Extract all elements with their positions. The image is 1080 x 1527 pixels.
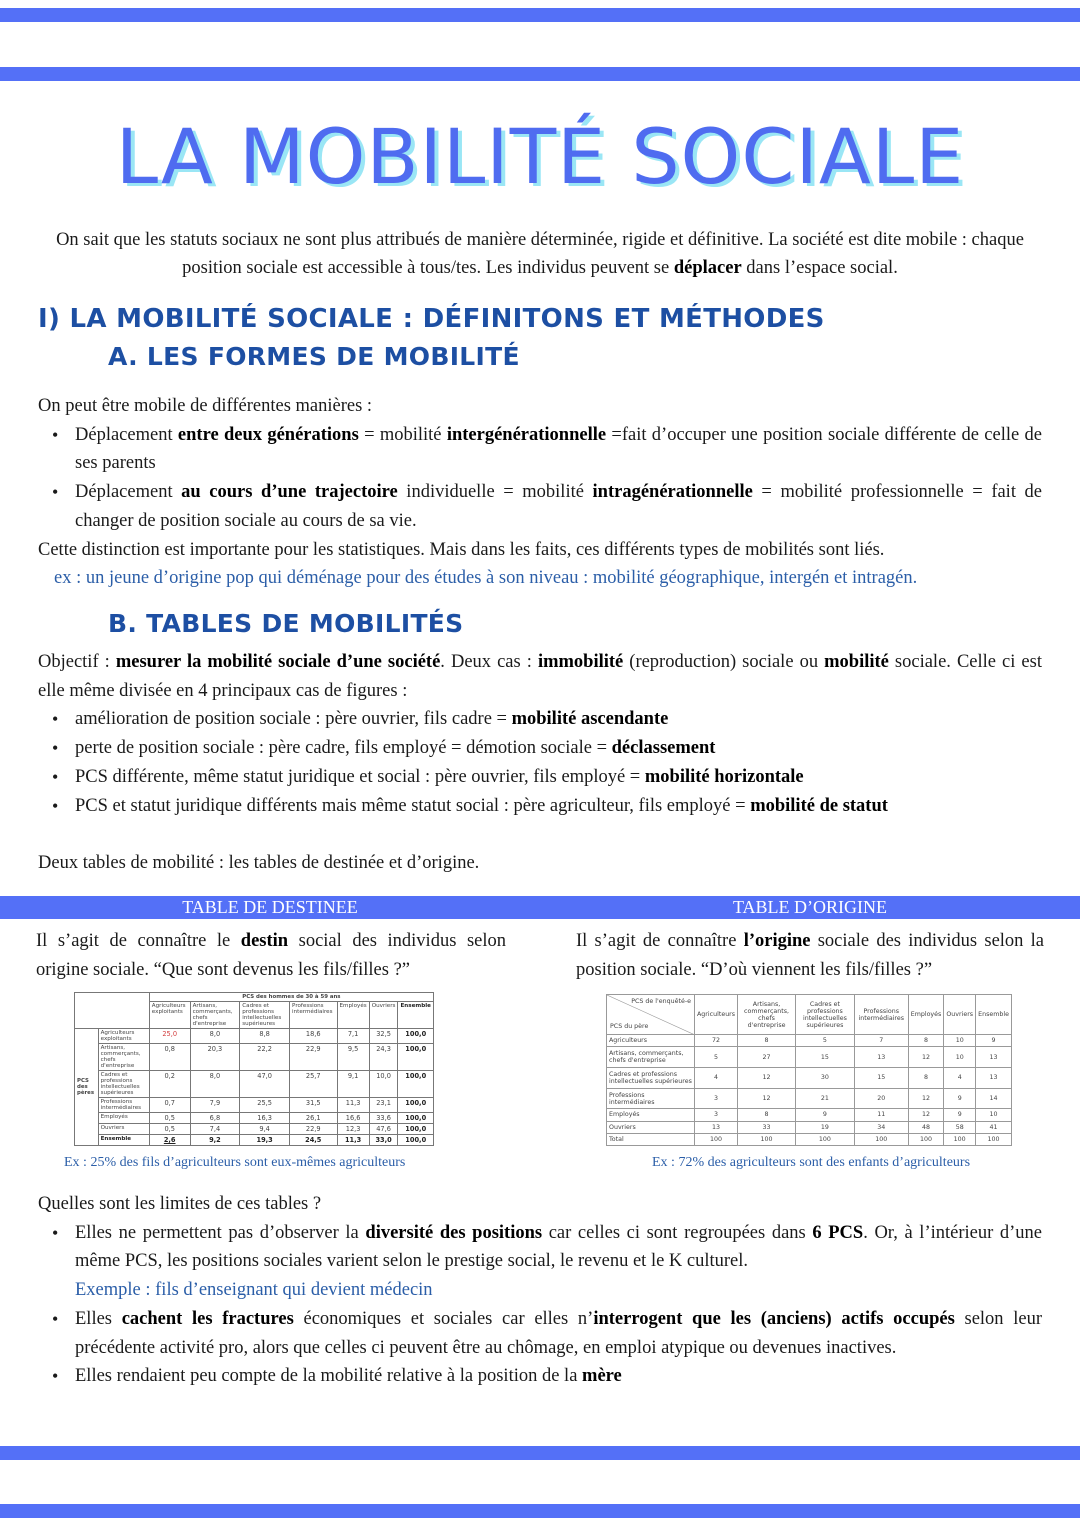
list-item: • Déplacement entre deux générations = mobilité intergénérationnelle =fait d’occuper une position sociale différente de celle de ses parents bbox=[38, 421, 1042, 478]
table-header-bar bbox=[0, 896, 1080, 919]
destinee-example: Ex : 25% des fils d’agriculteurs sont eux-mêmes agriculteurs bbox=[64, 1155, 406, 1170]
limits-block bbox=[38, 1190, 1042, 1391]
table-row: PCS des pères Agriculteurs exploitants 25,0 8,0 8,8 18,6 7,1 32,5 100,0 bbox=[75, 1029, 434, 1044]
page-title: LA MOBILITÉ SOCIALE bbox=[115, 112, 965, 201]
table-row: Ouvriers 0,5 7,4 9,4 22,9 12,3 47,6 100,0 bbox=[75, 1124, 434, 1135]
objective-text: Objectif : mesurer la mobilité sociale d’une société. Deux cas : immobilité (reproduction) sociale ou mobilité sociale. Celle ci est elle même divisée en 4 principaux cas de figures : bbox=[38, 652, 1042, 701]
forms-of-mobility-block bbox=[38, 392, 1042, 593]
limits-question: Quelles sont les limites de ces tables ? bbox=[38, 1194, 322, 1214]
mobility-tables-block bbox=[38, 648, 1042, 878]
forms-list bbox=[38, 421, 1042, 536]
limits-list bbox=[38, 1219, 1042, 1391]
subsection-heading-b: B. TABLES DE MOBILITÉS bbox=[108, 609, 464, 638]
list-item: • Déplacement au cours d’une trajectoire individuelle = mobilité intragénérationnelle = mobilité professionnelle = fait de changer de position sociale au cours de sa vie. bbox=[38, 478, 1042, 535]
destinee-bar-label: TABLE DE DESTINEE bbox=[182, 897, 358, 917]
origine-bar-label: TABLE D’ORIGINE bbox=[732, 897, 888, 917]
example-text: ex : un jeune d’origine pop qui déménage pour des études à son niveau : mobilité géographique, intergén et intragén. bbox=[54, 568, 918, 589]
section-heading-1: I) LA MOBILITÉ SOCIALE : DÉFINITONS ET MÉTHODES bbox=[38, 304, 825, 334]
distinction-note: Cette distinction est importante pour les statistiques. Mais dans les faits, ces différents types de mobilités sont liés. bbox=[38, 539, 885, 560]
two-tables-text: Deux tables de mobilité : les tables de destinée et d’origine. bbox=[38, 852, 480, 873]
table-header-row: PCS de l'enquêté-e PCS du père Agriculteurs Artisans, commerçants, chefs d'entreprise Cadres et professions intellectuelles supérieures Professions intermédiaires Employés Ouvriers Ensemble bbox=[607, 995, 1012, 1035]
destinee-description: Il s’agit de connaître le destin social des individus selon origine sociale. “Que sont devenus les fils/filles ?” bbox=[36, 931, 506, 980]
table-row: Employés 0,5 6,8 16,3 26,1 16,6 33,6 100,0 bbox=[75, 1113, 434, 1124]
bottom-band bbox=[0, 1446, 1080, 1460]
bottom-band-2 bbox=[0, 1504, 1080, 1518]
table-caption: PCS des hommes de 30 à 59 ans bbox=[149, 993, 433, 1002]
table-row: Professions intermédiaires 0,7 7,9 25,5 31,5 11,3 23,1 100,0 bbox=[75, 1098, 434, 1113]
table-row: Ouvriers 13 33 19 34 48 58 41 bbox=[607, 1121, 1012, 1133]
origine-example: Ex : 72% des agriculteurs sont des enfants d’agriculteurs bbox=[652, 1155, 971, 1170]
list-item: • PCS différente, même statut juridique et social : père ouvrier, fils employé = mobilité horizontale bbox=[38, 763, 1042, 792]
origine-description: Il s’agit de connaître l’origine sociale des individus selon la position sociale. “D’où viennent les fils/filles ?” bbox=[576, 931, 1045, 980]
top-band-2 bbox=[0, 67, 1080, 81]
table-row: Artisans, commerçants, chefs d'entreprise 5 27 15 13 12 10 13 bbox=[607, 1047, 1012, 1068]
list-item: • Elles rendaient peu compte de la mobilité relative à la position de la mère bbox=[38, 1362, 1042, 1391]
list-item: • amélioration de position sociale : père ouvrier, fils cadre = mobilité ascendante bbox=[38, 705, 1042, 734]
list-item: • perte de position sociale : père cadre, fils employé = démotion sociale = déclassement bbox=[38, 734, 1042, 763]
table-row-total: Ensemble 2,6 9,2 19,3 24,5 11,3 33,0 100,0 bbox=[75, 1135, 434, 1146]
intro-paragraph: On sait que les statuts sociaux ne sont plus attribués de manière déterminée, rigide et définitive. La société est dite mobile : chaque position sociale est accessible à tous/tes. Les individus peuvent se déplacer dans l’espace social. bbox=[56, 230, 1024, 278]
destinee-table bbox=[74, 992, 434, 1146]
table-row: Cadres et professions intellectuelles supérieures 4 12 30 15 8 4 13 bbox=[607, 1067, 1012, 1088]
table-row: Agriculteurs 72 8 5 7 8 10 9 bbox=[607, 1035, 1012, 1047]
table-row: Artisans, commerçants, chefs d'entreprise 0,8 20,3 22,2 22,9 9,5 24,3 100,0 bbox=[75, 1044, 434, 1071]
corner-header: PCS de l'enquêté-e PCS du père bbox=[607, 995, 695, 1035]
top-band bbox=[0, 8, 1080, 22]
subsection-heading-a: A. LES FORMES DE MOBILITÉ bbox=[108, 342, 520, 371]
lead-text: On peut être mobile de différentes manières : bbox=[38, 396, 373, 416]
list-item: • Elles cachent les fractures économiques et sociales car elles n’interrogent que les (anciens) actifs occupés selon leur précédente activité pro, alors que celles ci peuvent être au chômage, en emploi atypique ou devenues inactives. bbox=[38, 1305, 1042, 1362]
row-group-label: PCS des pères bbox=[75, 1029, 99, 1146]
table-row: Employés 3 8 9 11 12 9 10 bbox=[607, 1109, 1012, 1121]
table-row: Cadres et professions intellectuelles supérieures 0,2 8,0 47,0 25,7 9,1 10,0 100,0 bbox=[75, 1071, 434, 1098]
cases-list bbox=[38, 705, 1042, 820]
origine-table bbox=[606, 994, 1012, 1146]
table-row-total: Total 100 100 100 100 100 100 100 bbox=[607, 1133, 1012, 1145]
table-row: Professions intermédiaires 3 12 21 20 12 9 14 bbox=[607, 1088, 1012, 1109]
list-item: • Elles ne permettent pas d’observer la diversité des positions car celles ci sont regroupées dans 6 PCS. Or, à l’intérieur d’une même PCS, les positions sociales varient selon le prestige social, le revenu et le K culturel. Exemple : fils d’enseignant qui devient médecin bbox=[38, 1219, 1042, 1305]
list-item: • PCS et statut juridique différents mais même statut social : père agriculteur, fils employé = mobilité de statut bbox=[38, 792, 1042, 821]
example-text: Exemple : fils d’enseignant qui devient médecin bbox=[75, 1280, 433, 1301]
table-header-row: Agriculteurs exploitants Artisans, commerçants, chefs d'entreprise Cadres et professions intellectuelles supérieures Professions intermédiaires Employés Ouvriers Ensemble bbox=[75, 1002, 434, 1029]
